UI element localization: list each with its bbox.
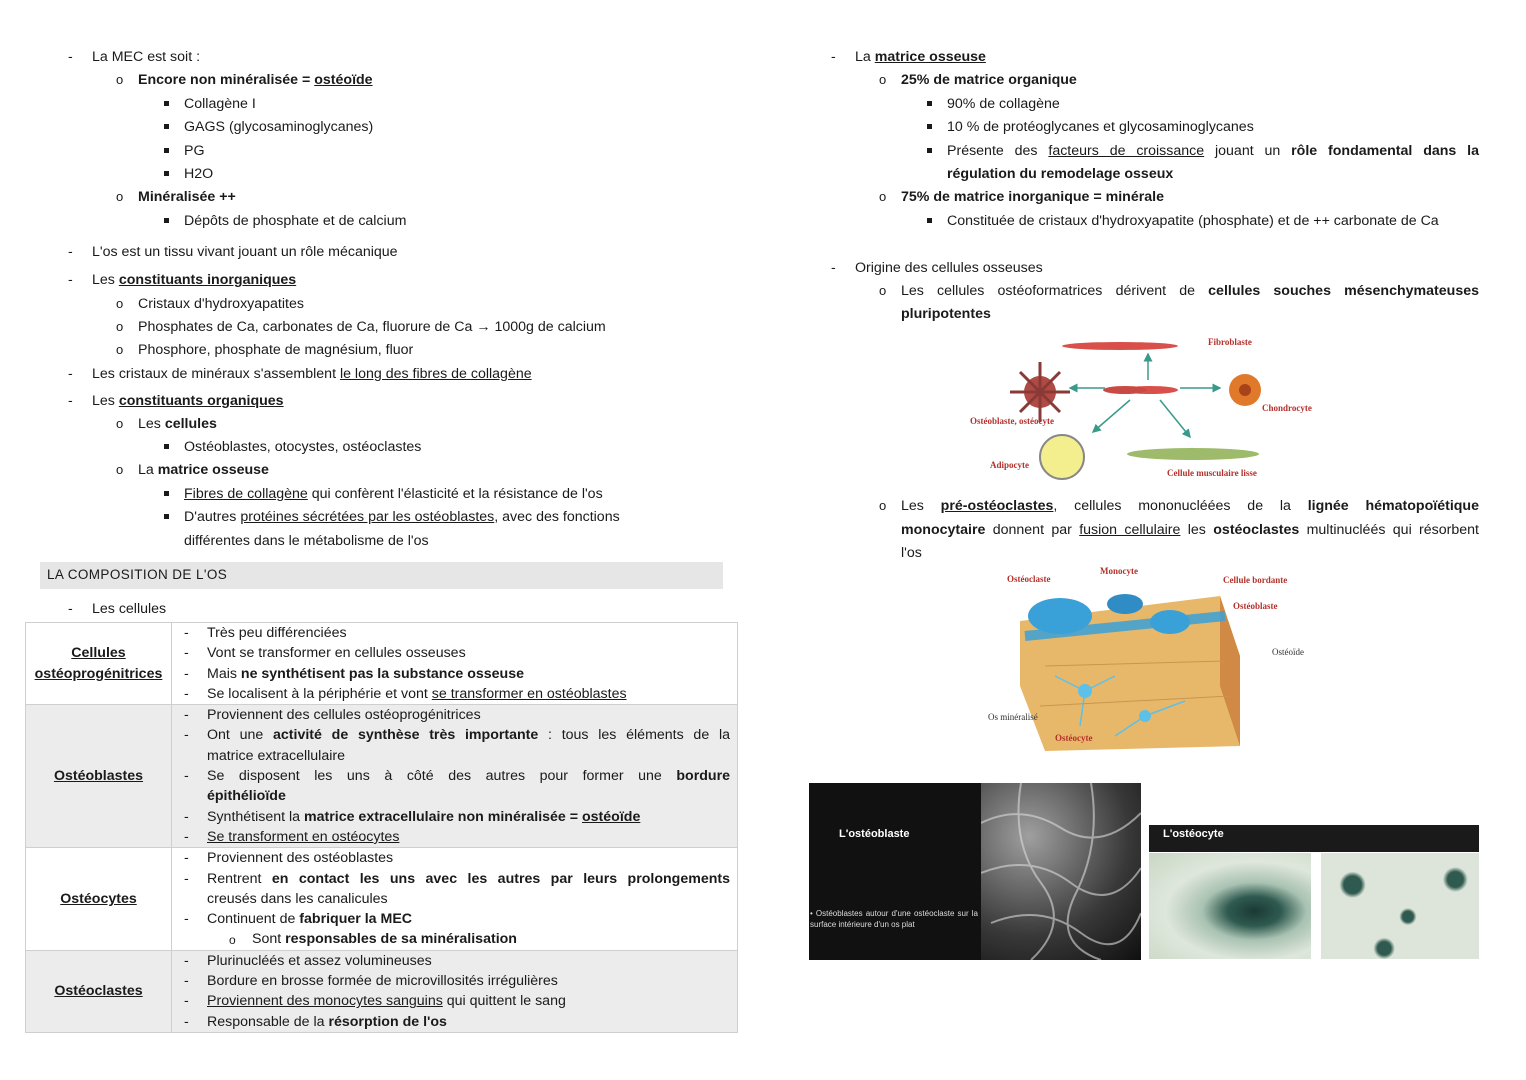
osteoblast-photo bbox=[809, 783, 1141, 960]
list-item: - Bordure en brosse formée de microvillosités irrégulières bbox=[207, 971, 730, 991]
row-header: Ostéocytes bbox=[26, 848, 172, 950]
list-item: GAGS (glycosaminoglycanes) bbox=[184, 119, 374, 135]
table-row bbox=[26, 705, 738, 848]
list-item: 90% de collagène bbox=[947, 96, 1060, 112]
stem-cell bbox=[1103, 386, 1147, 394]
list-item: différentes dans le métabolisme de l'os bbox=[184, 533, 429, 549]
list-item: - Responsable de la résorption de l'os bbox=[207, 1012, 730, 1032]
label-fibroblaste: Fibroblaste bbox=[1208, 337, 1252, 347]
cell bbox=[172, 623, 738, 705]
cell bbox=[172, 848, 738, 950]
list-item: - Proviennent des cellules ostéoprogénitrices bbox=[207, 705, 730, 725]
bone-tissue-diagram bbox=[985, 566, 1315, 756]
list-item: - Se localisent à la périphérie et vont se transformer en ostéoblastes bbox=[207, 684, 730, 704]
table-row bbox=[26, 848, 738, 950]
osteoblast-cell bbox=[1010, 362, 1070, 422]
list-item: monocytaire donnent par fusion cellulaire les ostéoclastes multinucléés qui résorbent bbox=[901, 522, 1479, 538]
table-row bbox=[26, 950, 738, 1032]
label-osteocyte: Ostéocyte bbox=[1055, 733, 1093, 743]
list-item: - Synthétisent la matrice extracellulaire non minéralisée = ostéoïde bbox=[207, 807, 730, 827]
adipocyte-cell bbox=[1040, 435, 1084, 479]
label-osteoclaste: Ostéoclaste bbox=[1007, 574, 1051, 584]
list-item: - Rentrent en contact les uns avec les autres par leurs prolongements bbox=[207, 869, 730, 889]
list-item: - La matrice osseuse bbox=[855, 47, 986, 67]
list-item: - Ont une activité de synthèse très importante : tous les éléments de la bbox=[207, 725, 730, 745]
label-mineral: Os minéralisé bbox=[988, 712, 1038, 722]
list-item: o Minéralisée ++ bbox=[138, 187, 236, 207]
list-item: épithélioïde bbox=[207, 788, 286, 805]
osteoclast-cell bbox=[1028, 598, 1092, 634]
list-item: - Les constituants inorganiques bbox=[92, 270, 296, 290]
row-header: Ostéoblastes bbox=[26, 705, 172, 848]
photo-caption: • Ostéoblastes autour d'une ostéoclaste sur la surface intérieure d'un os plat bbox=[810, 909, 978, 929]
bone-drawing bbox=[985, 566, 1315, 756]
list-item: - L'os est un tissu vivant jouant un rôle mécanique bbox=[92, 242, 398, 262]
label-adipocyte: Adipocyte bbox=[990, 460, 1029, 470]
list-item: - Les cristaux de minéraux s'assemblent le long des fibres de collagène bbox=[92, 364, 532, 384]
list-item: - Se disposent les uns à côté des autres pour former une bordure bbox=[207, 766, 730, 786]
list-item: PG bbox=[184, 143, 205, 159]
cells-table bbox=[25, 622, 738, 1033]
osteoide-line: o Encore non minéralisée = ostéoïde bbox=[138, 70, 373, 90]
list-item: Collagène I bbox=[184, 96, 256, 112]
label-osteoblaste2: Ostéoblaste bbox=[1233, 601, 1278, 611]
cell bbox=[172, 950, 738, 1032]
label-osteoblaste: Ostéoblaste, ostéocyte bbox=[970, 416, 1054, 426]
osteocyte-image-right bbox=[1321, 853, 1479, 959]
table-row bbox=[26, 623, 738, 705]
list-item: - Plurinucléés et assez volumineuses bbox=[207, 951, 730, 971]
mec-line: - La MEC est soit : bbox=[92, 47, 200, 67]
sem-image bbox=[981, 783, 1141, 960]
list-item: D'autres protéines sécrétées par les ostéoblastes, avec des fonctions bbox=[184, 509, 620, 525]
photo-title: L'ostéoblaste bbox=[839, 828, 910, 840]
list-item: creusés dans les canalicules bbox=[207, 890, 388, 907]
list-item: o Les cellules bbox=[138, 414, 217, 434]
list-item: o 25% de matrice organique bbox=[901, 70, 1077, 90]
row-header: Cellules ostéoprogénitrices bbox=[26, 623, 172, 705]
section-heading: LA COMPOSITION DE L'OS bbox=[40, 562, 723, 589]
label-chondrocyte: Chondrocyte bbox=[1262, 403, 1312, 413]
photo-title: L'ostéocyte bbox=[1163, 828, 1224, 840]
osteocyte-image-left bbox=[1149, 853, 1311, 959]
list-item: pluripotentes bbox=[901, 306, 991, 322]
sem-texture bbox=[981, 783, 1141, 960]
chondrocyte-cell bbox=[1239, 384, 1251, 396]
list-item: - Proviennent des monocytes sanguins qui quittent le sang bbox=[207, 991, 730, 1011]
cell bbox=[172, 705, 738, 848]
list-item: Dépôts de phosphate et de calcium bbox=[184, 213, 407, 229]
list-item: Ostéoblastes, otocystes, ostéoclastes bbox=[184, 439, 422, 455]
list-item: l'os bbox=[901, 545, 922, 561]
smooth-muscle-cell bbox=[1127, 448, 1259, 460]
list-item: o La matrice osseuse bbox=[138, 460, 269, 480]
list-item: - Proviennent des ostéoblastes bbox=[207, 848, 730, 868]
cell-lineage-diagram bbox=[965, 332, 1312, 482]
list-item: Présente des facteurs de croissance jouant un rôle fondamental dans la bbox=[947, 143, 1480, 159]
list-item: - Les constituants organiques bbox=[92, 391, 284, 411]
list-item: Constituée de cristaux d'hydroxyapatite (phosphate) et de ++ carbonate de Ca bbox=[947, 213, 1439, 229]
list-item: o Les pré-ostéoclastes, cellules mononucléées de la lignée hématopoïétique bbox=[901, 496, 1479, 516]
label-muscle: Cellule musculaire lisse bbox=[1167, 468, 1257, 478]
monocyte-cell bbox=[1150, 610, 1190, 634]
list-item: o Cristaux d'hydroxyapatites bbox=[138, 294, 304, 314]
list-item: 10 % de protéoglycanes et glycosaminoglycanes bbox=[947, 119, 1254, 135]
list-item: o 75% de matrice inorganique = minérale bbox=[901, 187, 1164, 207]
label-osteoide: Ostéoïde bbox=[1272, 647, 1304, 657]
list-item: - Très peu différenciées bbox=[207, 623, 730, 643]
list-item: o Phosphates de Ca, carbonates de Ca, fluorure de Ca → 1000g de calcium bbox=[138, 317, 606, 337]
label-monocyte: Monocyte bbox=[1100, 566, 1138, 576]
list-item: - Vont se transformer en cellules osseuses bbox=[207, 643, 730, 663]
list-item: - Les cellules bbox=[92, 599, 166, 619]
row-header: Ostéoclastes bbox=[26, 950, 172, 1032]
list-item: régulation du remodelage osseux bbox=[947, 166, 1174, 182]
list-item: - Origine des cellules osseuses bbox=[855, 258, 1043, 278]
list-item: - Se transforment en ostéocytes bbox=[207, 827, 730, 847]
fibroblast-cell bbox=[1062, 342, 1178, 350]
list-item: - Mais ne synthétisent pas la substance osseuse bbox=[207, 664, 730, 684]
list-item: o Les cellules ostéoformatrices dérivent de cellules souches mésenchymateuses bbox=[901, 281, 1479, 301]
list-item: Fibres de collagène qui confèrent l'élasticité et la résistance de l'os bbox=[184, 486, 603, 502]
monocyte-cell bbox=[1107, 594, 1143, 614]
list-item: o Phosphore, phosphate de magnésium, fluor bbox=[138, 340, 413, 360]
label-bordante: Cellule bordante bbox=[1223, 575, 1288, 585]
list-item: - Continuent de fabriquer la MEC bbox=[207, 909, 730, 929]
osteocyte-photo bbox=[1149, 825, 1479, 959]
list-item: o Sont responsables de sa minéralisation bbox=[207, 929, 730, 949]
list-item: matrice extracellulaire bbox=[207, 747, 345, 764]
list-item: H2O bbox=[184, 166, 214, 182]
